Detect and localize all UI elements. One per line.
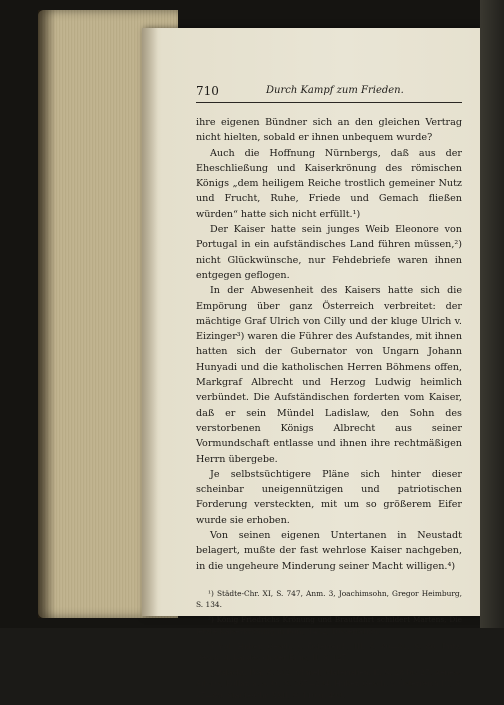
- footnotes: [196, 588, 462, 701]
- paragraph: Auch die Hoffnung Nürnbergs, daß aus der Eheschließung und Kaiserkrönung des römischen Königs „dem heiligem Reiche trostlich gemeiner Nutz und Frucht, Ruhe, Friede und Gemach fließen würden“ hatte sich nicht erfüllt.¹): [196, 147, 462, 220]
- paragraph: ihre eigenen Bündner sich an den gleichen Vertrag nicht hielten, sobald er ihnen unbequem wurde?: [196, 117, 462, 144]
- paragraph: In der Abwesenheit des Kaisers hatte sich die Empörung über ganz Österreich verbreitet: der mächtige Graf Ulrich von Cilly und der kluge Ulrich v. Eizinger³) waren die Führer des Aufstandes, mit ihnen hatten sich der Gubernator von Ungarn Johann Hunyadi und die katholischen Herren Böhmens offen, Markgraf Albrecht und Herzog Ludwig heimlich verbündet. Die Aufständischen forderten vom Kaiser, daß er sein Mündel Ladislaw, den Sohn des verstorbenen Königs Albrecht aus seiner Vormundschaft entlasse und ihnen ihre rechtmäßigen Herrn übergebe.: [196, 285, 463, 465]
- paragraph: Der Kaiser hatte sein junges Weib Eleonore von Portugal in ein aufständisches Land führen müssen,²) nicht Glückwünsche, nur Fehdebriefe waren ihnen entgegen geflogen.: [196, 224, 462, 281]
- paragraph: Von seinen eigenen Untertanen in Neustadt belagert, mußte der fast wehrlose Kaiser nachgeben, in die ungeheure Minderung seiner Macht willigen.⁴): [196, 530, 462, 572]
- page-header: [196, 84, 462, 103]
- page-content: [196, 84, 462, 705]
- running-head: Durch Kampf zum Frieden.: [266, 85, 404, 96]
- paragraph: Je selbstsüchtigere Pläne sich hinter dieser scheinbar uneigennützigen und patriotischen Forderung versteckten, mit um so größerem Eifer wurde sie erhoben.: [196, 468, 462, 526]
- body-text: [196, 115, 462, 574]
- footnote: ⁴) Palacky, IVa, S. 312. Chmel, Materialien, II, S. 28 bis 27. Aeneas Silvius, Kollar, a. a. O., S. 367—394. Huber, Gesch. v. Österreich III, S. 87—89. Städte-Chr. XXII, S. 110 u. 499.: [196, 668, 462, 700]
- footnote: ²) König Friedrichs Krönung und Brautfahrt schildert Martens, Die letzte Kaiserkrönung in Rom, 1452, Dissertation.: [196, 615, 462, 636]
- spine-shadow: [142, 28, 158, 616]
- facing-page-edge: [480, 0, 504, 628]
- page-number: 710: [196, 84, 219, 98]
- footnote: ³) Vgl. Huber, Gesch. v. Österreich, III, S. 80—81, S. 86. Pritz, Gesch. d. Landes ob der Enns, II, S. 127.: [196, 641, 462, 662]
- footnote: ¹) Städte-Chr. XI, S. 747, Anm. 3, Joachimsohn, Gregor Heimburg, S. 134.: [196, 588, 462, 610]
